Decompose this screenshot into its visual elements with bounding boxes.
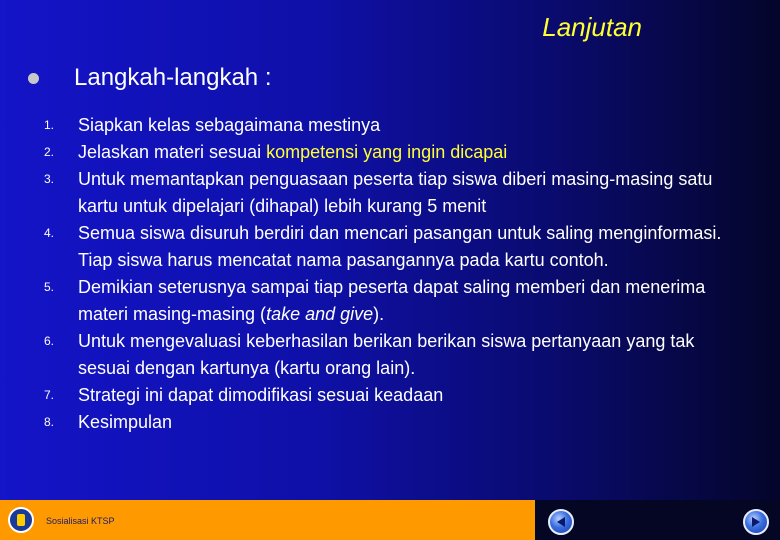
step-number: 3. — [44, 172, 55, 186]
step-item — [44, 139, 724, 166]
step-item — [44, 112, 724, 139]
step-text — [78, 166, 724, 220]
step-text — [78, 328, 724, 382]
step-item — [44, 382, 724, 409]
step-number: 1. — [44, 118, 55, 132]
tut-wuri-logo-icon — [8, 507, 34, 533]
text-run: Siapkan kelas sebagaimana mestinya — [78, 115, 381, 135]
text-run: Jelaskan materi sesuai — [78, 142, 267, 162]
step-text — [78, 139, 724, 166]
step-item — [44, 328, 724, 382]
next-slide-button[interactable] — [743, 509, 769, 535]
step-number: 4. — [44, 226, 55, 240]
text-run: Semua siswa disuruh berdiri dan mencari pasangan untuk saling menginformasi. Tiap siswa harus mencatat nama pasangannya pada kartu contoh. — [78, 223, 722, 270]
previous-slide-button[interactable] — [548, 509, 574, 535]
step-item — [44, 166, 724, 220]
text-run: Strategi ini dapat dimodifikasi sesuai keadaan — [78, 385, 444, 405]
highlighted-text: kompetensi yang ingin dicapai — [266, 142, 508, 162]
section-heading — [28, 64, 271, 92]
step-number: 6. — [44, 334, 55, 348]
steps-list — [44, 112, 724, 436]
text-run: ). — [373, 304, 385, 324]
step-number: 8. — [44, 415, 55, 429]
footer-label: Sosialisasi KTSP — [46, 516, 115, 526]
text-run: Demikian seterusnya sampai tiap peserta dapat saling memberi dan menerima materi masing-masing ( — [78, 277, 706, 324]
step-text — [78, 220, 724, 274]
italic-text: take and give — [266, 304, 374, 324]
bullet-icon — [28, 73, 39, 84]
slide-title: Lanjutan — [542, 12, 642, 42]
step-item — [44, 409, 724, 436]
triangle-left-icon — [555, 516, 567, 528]
heading-text: Langkah-langkah : — [74, 64, 272, 91]
step-text — [78, 409, 724, 436]
triangle-right-icon — [750, 516, 762, 528]
step-text — [78, 112, 724, 139]
step-number: 7. — [44, 388, 55, 402]
step-number: 2. — [44, 145, 55, 159]
text-run: Kesimpulan — [78, 412, 173, 432]
step-number: 5. — [44, 280, 55, 294]
step-item — [44, 220, 724, 274]
text-run: Untuk mengevaluasi keberhasilan berikan berikan siswa pertanyaan yang tak sesuai dengan kartunya (kartu orang lain). — [78, 331, 695, 378]
step-text — [78, 382, 724, 409]
step-item — [44, 274, 724, 328]
text-run: Untuk memantapkan penguasaan peserta tiap siswa diberi masing-masing satu kartu untuk dipelajari (dihapal) lebih kurang 5 menit — [78, 169, 713, 216]
step-text — [78, 274, 724, 328]
